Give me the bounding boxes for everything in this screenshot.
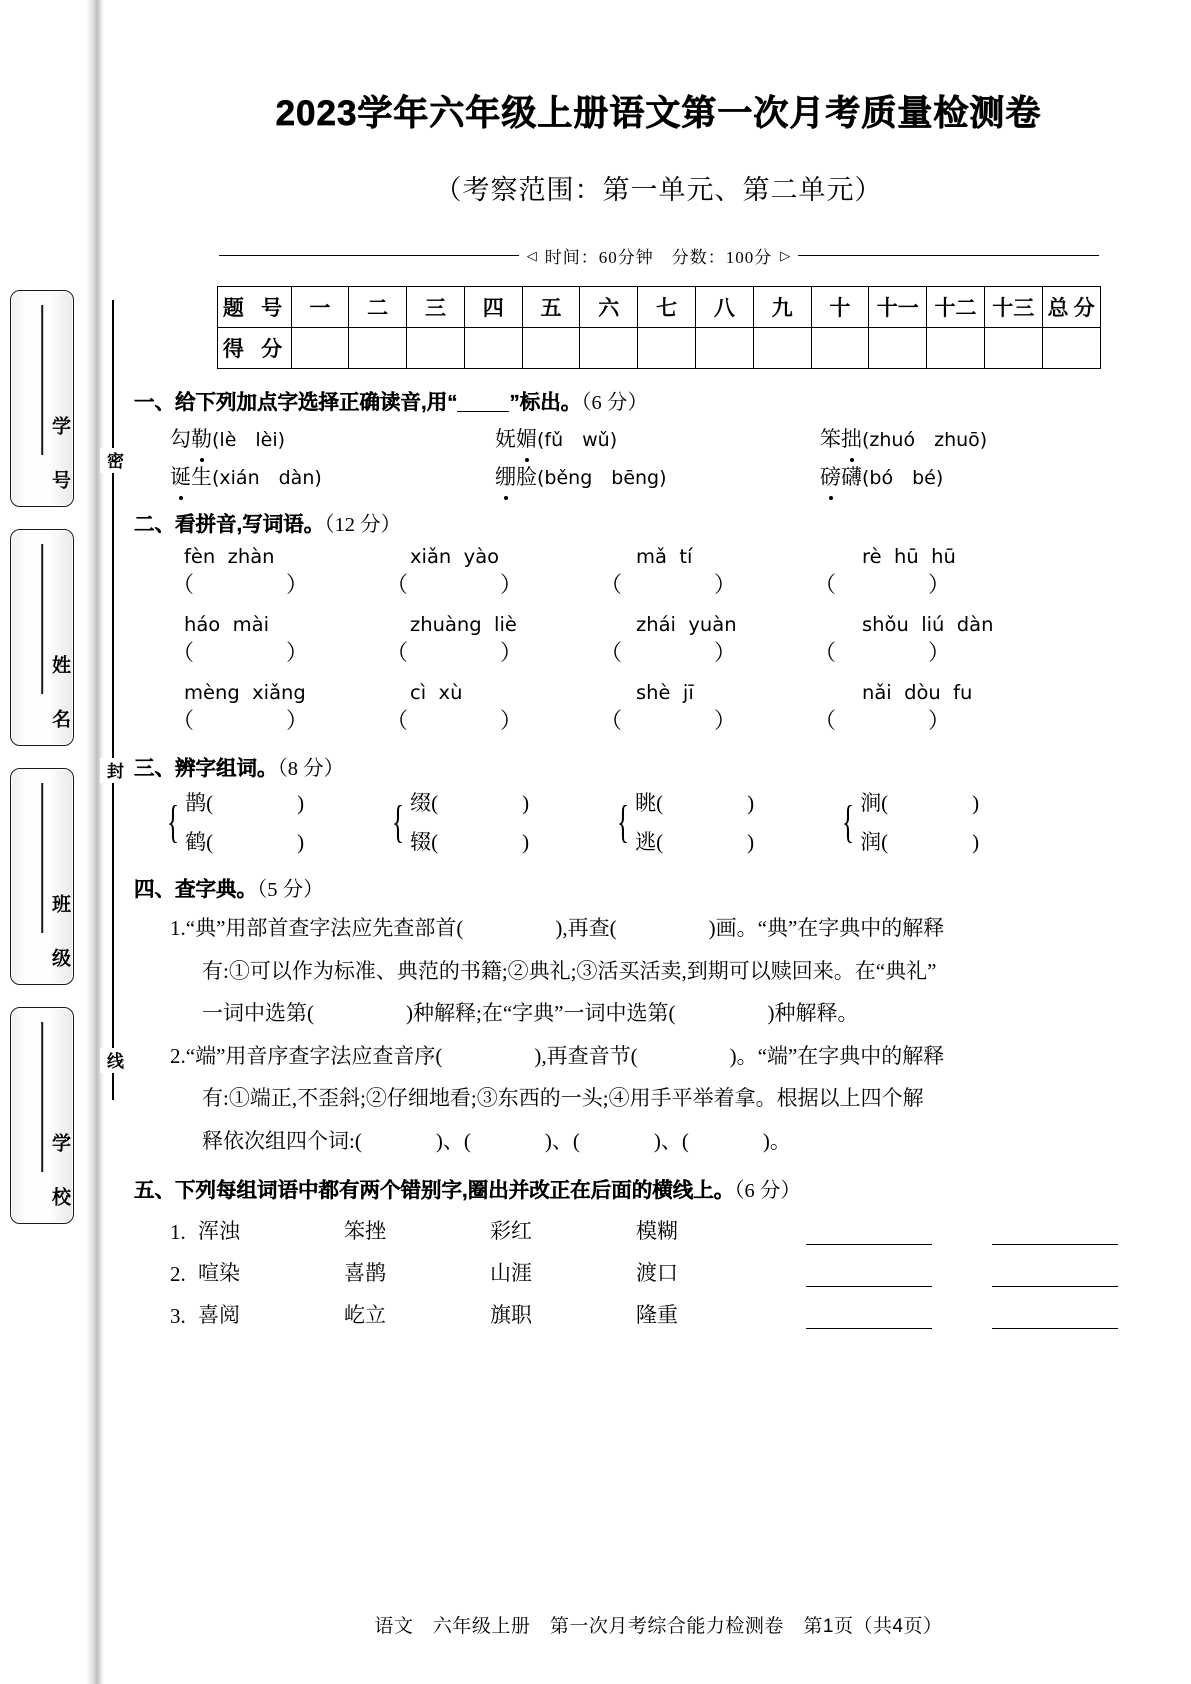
score-col-total: 总 分 <box>1042 287 1100 328</box>
q3-char: 鹤 <box>185 830 207 854</box>
s4-q2-text-b: ),再查音节( <box>534 1043 638 1068</box>
section-5-row <box>170 1299 1191 1329</box>
section-3-points: （8 分） <box>277 758 345 780</box>
section-3-text: 辨字组词。 <box>175 757 278 780</box>
section-5-row <box>170 1257 1191 1287</box>
q2-answer-blank[interactable]: （ ） <box>386 708 523 733</box>
student-info-box-xuehao[interactable] <box>10 290 74 507</box>
q5-answer-line[interactable] <box>992 1224 1118 1245</box>
q1-char-2-dotted: 拙 <box>841 423 862 453</box>
meta-text: 时间：60分钟 分数：100分 <box>544 248 773 267</box>
score-cell[interactable] <box>927 328 985 369</box>
score-cell[interactable] <box>753 328 811 369</box>
section-1-text-post: ”标出。 <box>509 391 582 414</box>
seal-word-feng: 封 <box>100 758 126 783</box>
s4-q1-text-c: )画。“典”在字典中的解释 <box>708 916 945 940</box>
q3-pair-top[interactable]: 缀( ) <box>410 791 530 815</box>
q2-pinyin: rè hū hū <box>862 545 956 568</box>
seal-gradient-strip <box>86 0 104 1684</box>
q3-pair-bottom[interactable]: 鹤( ) <box>185 830 305 854</box>
section-1-number: 一、 <box>134 391 175 414</box>
score-col-9: 九 <box>753 287 811 328</box>
section-3-number: 三、 <box>134 757 175 780</box>
s4-q2-text-e: )、( <box>435 1128 471 1153</box>
student-info-label: 学 校 <box>49 1133 70 1213</box>
section-4-points: （5 分） <box>257 879 324 901</box>
section-5-text: 下列每组词语中都有两个错别字,圈出并改正在后面的横线上。 <box>175 1179 735 1203</box>
q1-char-2: 礴 <box>841 465 862 489</box>
q5-word[interactable]: 浑浊 <box>198 1219 240 1244</box>
s4-q1-line3[interactable] <box>202 997 1191 1030</box>
section-2-points: （12 分） <box>324 514 402 536</box>
section-2-number: 二、 <box>134 513 175 536</box>
s4-q2-text-h: )。 <box>762 1128 791 1153</box>
section-2-text: 看拼音,写词语。 <box>175 513 325 536</box>
q2-pinyin: zhái yuàn <box>636 613 737 636</box>
s4-q1-text-f: )种解释。 <box>767 1001 859 1026</box>
q2-pinyin-row-3 <box>166 681 1191 704</box>
score-table-row-label-score: 得 分 <box>217 328 291 369</box>
section-1-row-1 <box>170 423 1191 453</box>
q5-word[interactable]: 渡口 <box>636 1261 678 1286</box>
brace-icon: { <box>391 795 405 847</box>
q3-pair-top[interactable]: 涧( ) <box>860 791 980 815</box>
s4-q2-text-a: 2.“端”用音序查字法应查音序( <box>170 1043 443 1068</box>
student-info-box-xingming[interactable] <box>10 529 74 746</box>
q2-pinyin: xiǎn yào <box>410 545 500 568</box>
s4-q1-text-d: 一词中选第( <box>202 1001 314 1026</box>
q1-char-1-dotted: 绷 <box>495 461 516 491</box>
q3-pair-top[interactable]: 鹊( ) <box>185 791 305 815</box>
section-1 <box>126 385 1191 491</box>
q1-char-2: 生 <box>191 465 212 489</box>
q2-pinyin: fèn zhàn <box>184 545 275 568</box>
student-info-label: 学 号 <box>49 416 70 496</box>
score-col-13: 十三 <box>984 287 1042 328</box>
score-cell[interactable] <box>638 328 696 369</box>
score-cell[interactable] <box>1042 328 1100 369</box>
exam-meta <box>219 243 1099 268</box>
score-col-2: 二 <box>349 287 407 328</box>
section-5-number: 五、 <box>134 1179 175 1203</box>
q1-item[interactable] <box>820 423 1145 453</box>
section-1-points: （6 分） <box>581 392 648 414</box>
q5-row-number: 3. <box>170 1304 186 1329</box>
q3-char: 鹊 <box>185 791 207 815</box>
score-cell[interactable] <box>464 328 522 369</box>
q1-char-1-dotted: 磅 <box>820 461 841 491</box>
meta-arrow-left: ◁ <box>526 247 537 263</box>
section-5-title <box>134 1173 1191 1203</box>
q5-word[interactable]: 模糊 <box>636 1219 678 1244</box>
q1-pinyin-options[interactable]: (fǔ wǔ) <box>537 429 618 451</box>
section-4-text: 查字典。 <box>175 878 257 901</box>
seal-vertical-line <box>112 300 114 1100</box>
s4-q1-text-e: )种解释;在“字典”一词中选第( <box>406 1001 676 1026</box>
score-table-row-label: 题 号 <box>217 287 291 328</box>
q3-group <box>837 787 1062 856</box>
q2-pinyin: cì xù <box>410 681 463 704</box>
q2-pinyin: zhuàng liè <box>410 613 517 636</box>
q2-answer-blank[interactable]: （ ） <box>600 640 737 665</box>
section-3 <box>126 751 1191 856</box>
q1-char-1: 妩 <box>495 427 516 451</box>
q2-answer-blank[interactable]: （ ） <box>814 640 951 665</box>
q3-char: 逃 <box>635 830 657 854</box>
q2-answer-blank[interactable]: （ ） <box>172 640 309 665</box>
q2-answer-blank[interactable]: （ ） <box>814 708 951 733</box>
q2-pinyin: mǎ tí <box>636 545 693 568</box>
q3-char: 辍 <box>410 830 432 854</box>
q1-pinyin-options[interactable]: (zhuó zhuō) <box>862 429 988 451</box>
q3-char: 润 <box>860 830 882 854</box>
section-5-row <box>170 1215 1191 1245</box>
section-1-title <box>134 385 1191 415</box>
q5-answer-line[interactable] <box>806 1224 932 1245</box>
q2-pinyin: shǒu liú dàn <box>862 613 994 636</box>
q5-answer-line[interactable] <box>992 1266 1118 1287</box>
score-col-1: 一 <box>291 287 349 328</box>
q5-word[interactable]: 隆重 <box>636 1303 678 1328</box>
q5-word[interactable]: 山涯 <box>490 1261 532 1286</box>
score-cell[interactable] <box>811 328 869 369</box>
q3-group <box>612 787 837 856</box>
q2-pinyin: shè jī <box>636 681 694 704</box>
q5-word[interactable]: 旗职 <box>490 1303 532 1328</box>
s4-q1-line1[interactable] <box>170 912 1191 945</box>
score-table-value-row <box>217 328 1100 369</box>
section-4-title <box>134 872 1191 902</box>
q1-item[interactable] <box>170 423 495 453</box>
q1-item[interactable] <box>495 423 820 453</box>
q5-word[interactable]: 屹立 <box>344 1303 386 1328</box>
section-4-number: 四、 <box>134 878 175 901</box>
s4-q2-text-f: )、( <box>544 1128 580 1153</box>
s4-q2-line1[interactable] <box>170 1040 1191 1073</box>
score-col-8: 八 <box>695 287 753 328</box>
page-subtitle: （考察范围：第一单元、第二单元） <box>434 175 883 205</box>
q5-word[interactable]: 喧染 <box>198 1261 240 1286</box>
q2-pinyin: háo mài <box>184 613 269 636</box>
q2-answer-row-3 <box>166 704 1191 735</box>
student-info-label: 班 级 <box>49 894 70 974</box>
s4-q2-line2: 有:①端正,不歪斜;②仔细地看;③东西的一头;④用手平举着拿。根据以上四个解 <box>202 1086 924 1111</box>
q1-pinyin-options[interactable]: (lè lèi) <box>212 429 286 451</box>
main-content <box>126 0 1191 1684</box>
seal-word-mi: 密 <box>100 448 126 473</box>
q1-item[interactable] <box>820 461 1145 491</box>
q1-item[interactable] <box>495 461 820 491</box>
q2-answer-row-1 <box>166 568 1191 599</box>
seal-word-xian: 线 <box>100 1048 126 1073</box>
q1-char-1: 勾 <box>170 427 191 451</box>
underline-placeholder <box>457 411 509 412</box>
brace-icon: { <box>841 795 855 847</box>
q1-char-1: 笨 <box>820 427 841 451</box>
score-cell[interactable] <box>291 328 349 369</box>
student-info-box-banji[interactable] <box>10 768 74 985</box>
page-footer: 语文 六年级上册 第一次月考综合能力检测卷 第1页（共4页） <box>374 1616 943 1637</box>
q3-pair-top[interactable]: 眺( ) <box>635 791 755 815</box>
s4-q1-text-b: ),再查( <box>555 916 617 940</box>
q5-answer-line[interactable] <box>806 1266 932 1287</box>
score-table <box>217 286 1101 369</box>
score-cell[interactable] <box>349 328 407 369</box>
q2-answer-blank[interactable]: （ ） <box>386 572 523 597</box>
score-cell[interactable] <box>984 328 1042 369</box>
q3-char: 涧 <box>860 791 882 815</box>
q1-char-2-dotted: 媚 <box>516 423 537 453</box>
q2-answer-blank[interactable]: （ ） <box>600 708 737 733</box>
q2-pinyin: nǎi dòu fu <box>862 681 973 704</box>
section-3-title <box>134 751 1191 781</box>
q1-item[interactable] <box>170 461 495 491</box>
section-1-text-pre: 给下列加点字选择正确读音,用“ <box>175 391 458 414</box>
q1-char-1-dotted: 诞 <box>170 461 191 491</box>
q5-row-number: 2. <box>170 1262 186 1287</box>
score-cell[interactable] <box>580 328 638 369</box>
q5-answer-line[interactable] <box>992 1308 1118 1329</box>
q2-pinyin: mèng xiǎng <box>184 681 306 704</box>
q3-group <box>387 787 612 856</box>
section-5 <box>126 1173 1191 1329</box>
q3-char: 缀 <box>410 791 432 815</box>
page-title: 2023学年六年级上册语文第一次月考质量检测卷 <box>275 94 1042 133</box>
q5-answer-line[interactable] <box>806 1308 932 1329</box>
brace-icon: { <box>166 795 180 847</box>
q5-word[interactable]: 笨挫 <box>344 1219 386 1244</box>
q2-pinyin-row-1 <box>166 545 1191 568</box>
brace-icon: { <box>616 795 630 847</box>
score-col-4: 四 <box>464 287 522 328</box>
section-3-groups <box>162 787 1191 856</box>
score-col-12: 十二 <box>927 287 985 328</box>
score-col-5: 五 <box>522 287 580 328</box>
section-5-points: （6 分） <box>734 1180 801 1203</box>
student-info-boxes <box>10 290 82 1246</box>
q1-pinyin-options[interactable]: (bó bé) <box>862 467 944 489</box>
q3-pair-bottom[interactable]: 辍( ) <box>410 830 530 854</box>
q3-char: 眺 <box>635 791 657 815</box>
score-col-7: 七 <box>638 287 696 328</box>
student-info-label: 姓 名 <box>49 655 70 735</box>
q2-answer-blank[interactable]: （ ） <box>814 572 951 597</box>
q2-pinyin-row-2 <box>166 613 1191 636</box>
score-table-header-row <box>217 287 1100 328</box>
seal-column <box>0 0 126 1684</box>
q2-answer-blank[interactable]: （ ） <box>386 640 523 665</box>
section-2-grid <box>166 545 1191 735</box>
meta-rule-right <box>798 255 1098 256</box>
q1-char-2: 脸 <box>516 465 537 489</box>
q5-word[interactable]: 彩红 <box>490 1219 532 1244</box>
q1-pinyin-options[interactable]: (běng bēng) <box>537 467 667 489</box>
score-col-11: 十一 <box>869 287 927 328</box>
score-cell[interactable] <box>407 328 465 369</box>
q2-answer-row-2 <box>166 636 1191 667</box>
meta-rule-left <box>219 255 519 256</box>
q3-pair-bottom[interactable]: 润( ) <box>860 830 980 854</box>
q5-row-number: 1. <box>170 1220 186 1245</box>
score-col-10: 十 <box>811 287 869 328</box>
q3-pair-bottom[interactable]: 逃( ) <box>635 830 755 854</box>
s4-q1-line2: 有:①可以作为标准、典范的书籍;②典礼;③活买活卖,到期可以赎回来。在“典礼” <box>202 958 937 983</box>
s4-q2-text-g: )、( <box>653 1128 689 1153</box>
q1-char-2-dotted: 勒 <box>191 423 212 453</box>
score-col-6: 六 <box>580 287 638 328</box>
q2-answer-blank[interactable]: （ ） <box>172 708 309 733</box>
meta-arrow-right: ▷ <box>780 247 791 263</box>
s4-q2-text-c: )。“端”在字典中的解释 <box>729 1043 945 1068</box>
section-4 <box>126 872 1191 1157</box>
q3-group <box>162 787 387 856</box>
student-info-box-xuexiao[interactable] <box>10 1007 74 1224</box>
section-2-title <box>134 507 1191 537</box>
s4-q2-text-d: 释依次组四个词:( <box>202 1128 362 1153</box>
q5-word[interactable]: 喜鹊 <box>344 1261 386 1286</box>
score-col-3: 三 <box>407 287 465 328</box>
s4-q1-text-a: 1.“典”用部首查字法应先查部首( <box>170 916 464 940</box>
q5-word[interactable]: 喜阅 <box>198 1303 240 1328</box>
s4-q2-line3[interactable] <box>202 1125 1191 1158</box>
score-cell[interactable] <box>869 328 927 369</box>
q2-answer-blank[interactable]: （ ） <box>172 572 309 597</box>
section-2 <box>126 507 1191 735</box>
q1-pinyin-options[interactable]: (xián dàn) <box>212 467 322 489</box>
score-cell[interactable] <box>522 328 580 369</box>
score-cell[interactable] <box>695 328 753 369</box>
section-1-row-2 <box>170 461 1191 491</box>
q2-answer-blank[interactable]: （ ） <box>600 572 737 597</box>
